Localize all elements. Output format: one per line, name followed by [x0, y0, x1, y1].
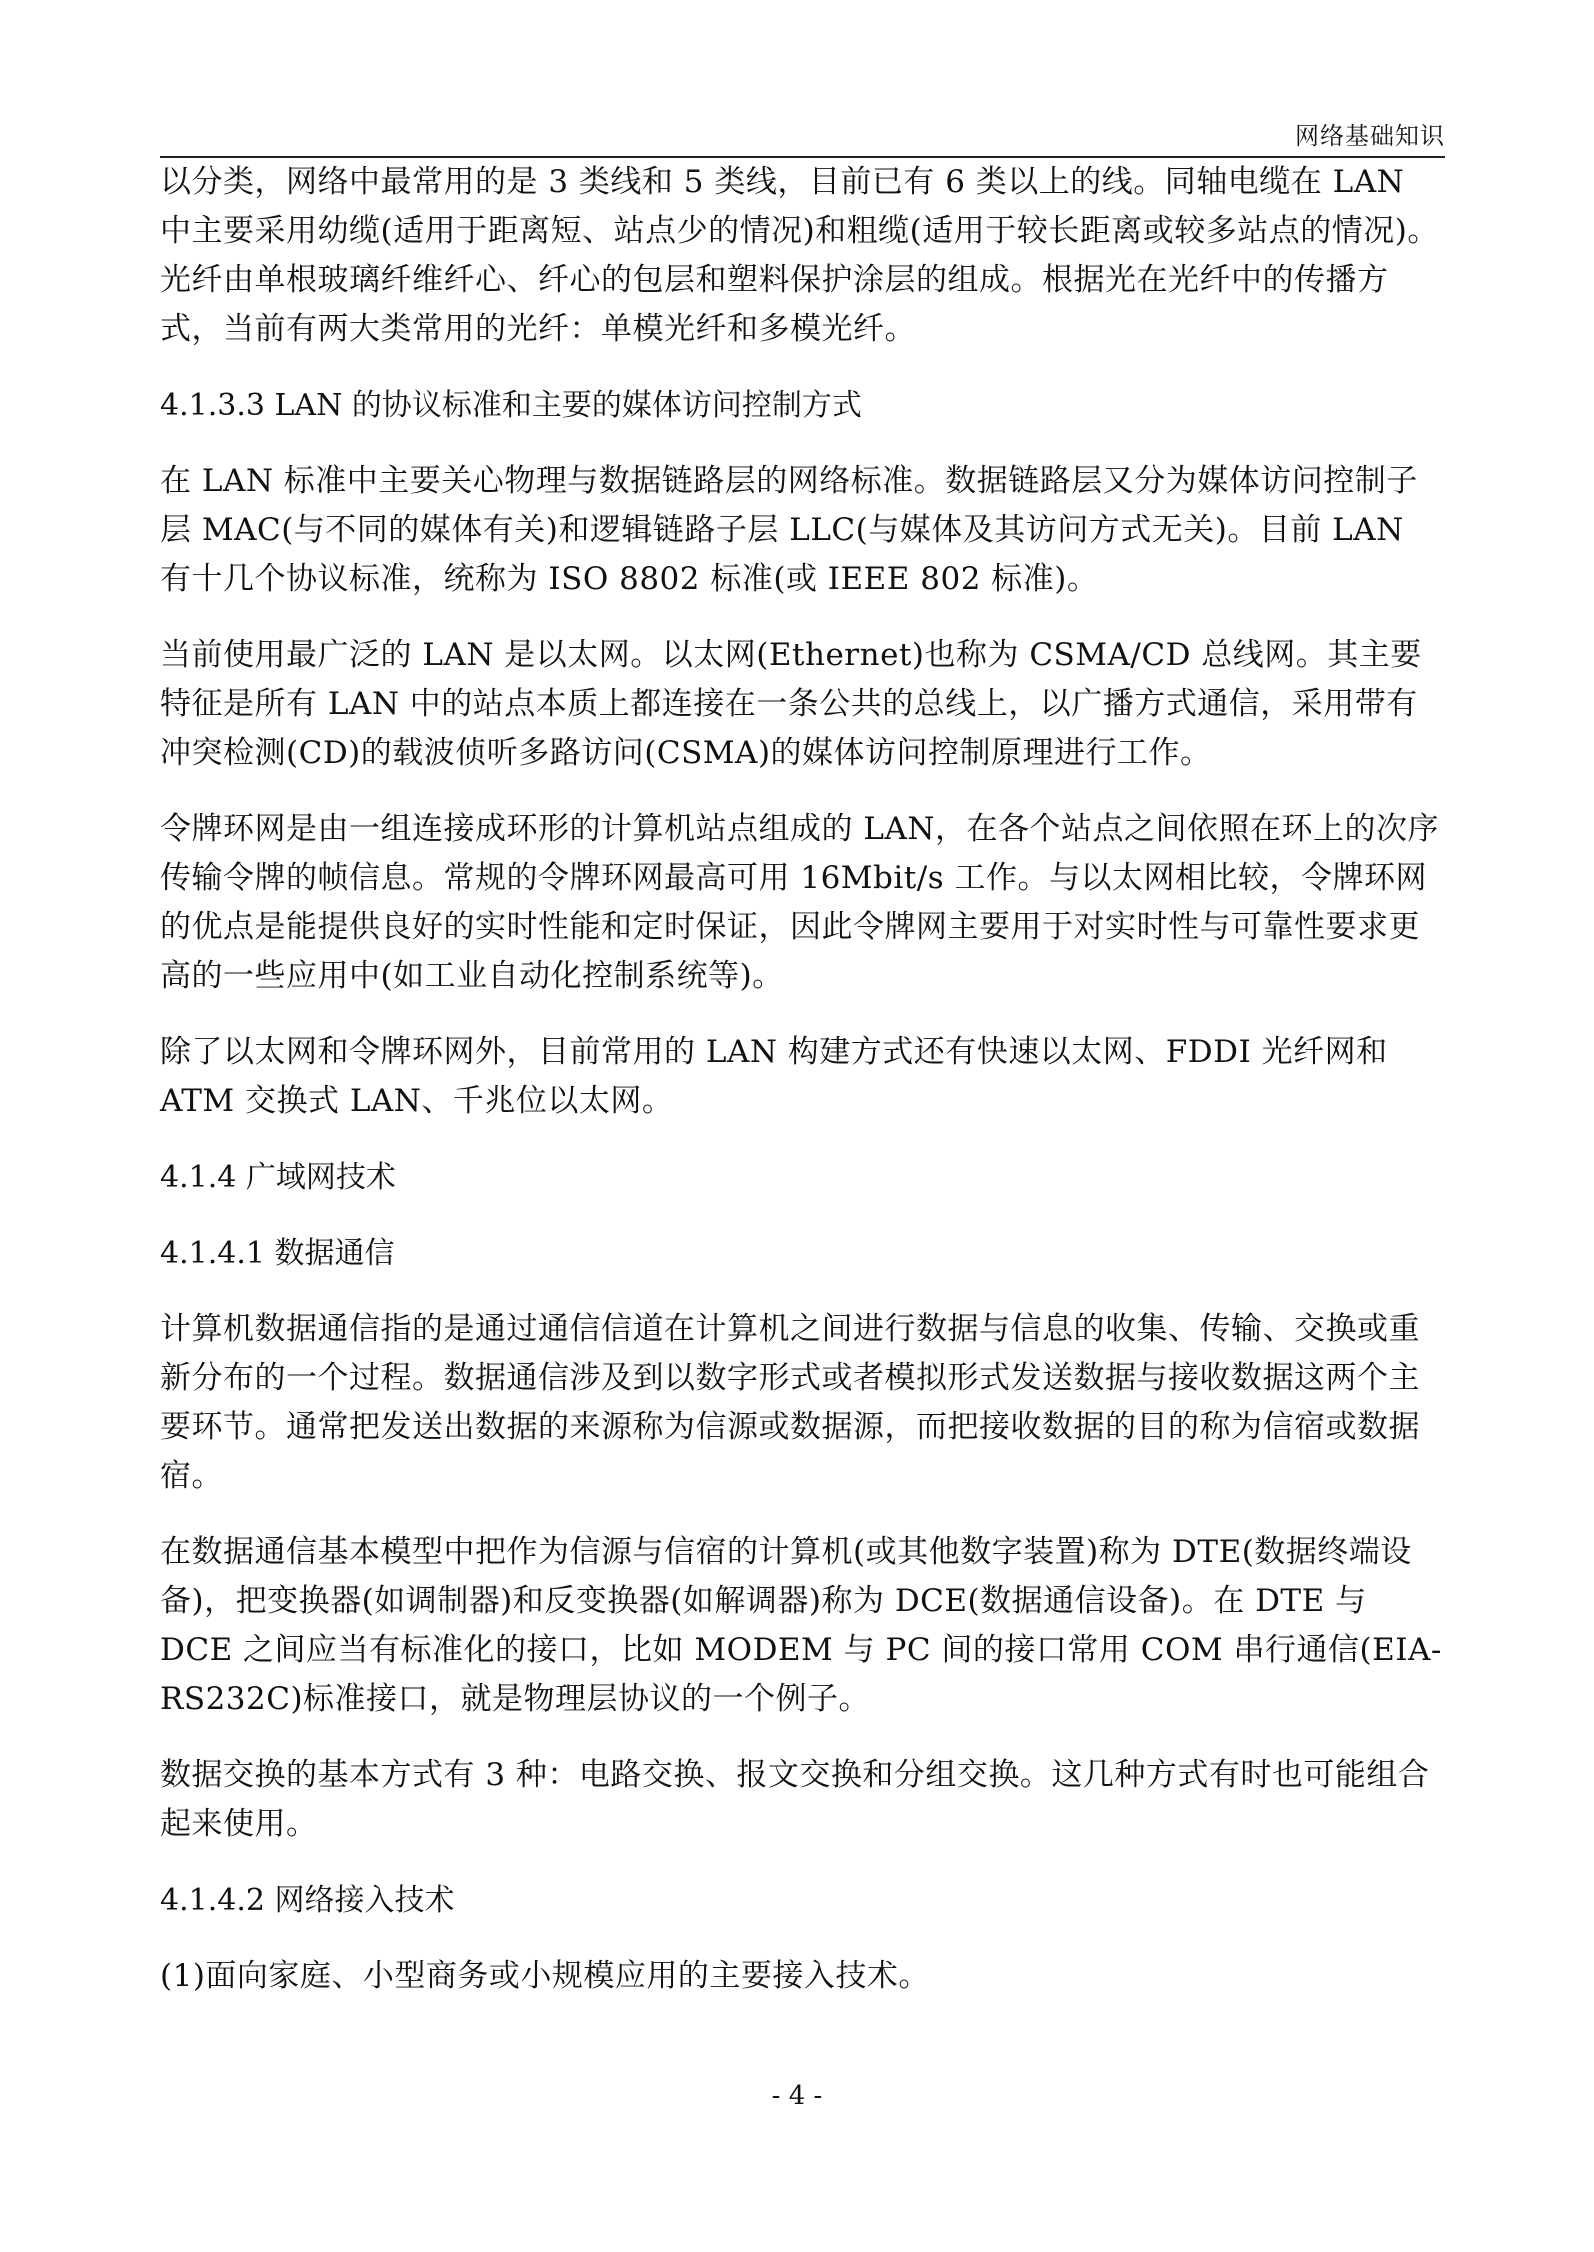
section-heading: 4.1.4 广域网技术 — [160, 1160, 396, 1195]
paragraph: 令牌环网是由一组连接成环形的计算机站点组成的 LAN，在各个站点之间依照在环上的次序传输令牌的帧信息。常规的令牌环网最高可用 16Mbit/s 工作。与以太网相比较，令牌环网的优点是能提供良好的实时性能和定时保证，因此令牌网主要用于对实时性与可靠性要求更高的一些应用中(如工业自动化控制系统等)。 — [160, 811, 1439, 994]
document-body — [160, 158, 1445, 2028]
page-header — [160, 112, 1445, 158]
paragraph: 当前使用最广泛的 LAN 是以太网。以太网(Ethernet)也称为 CSMA/CD 总线网。其主要特征是所有 LAN 中的站点本质上都连接在一条公共的总线上，以广播方式通信，采用带有冲突检测(CD)的载波侦听多路访问(CSMA)的媒体访问控制原理进行工作。 — [160, 637, 1422, 771]
section-heading: 4.1.4.1 数据通信 — [160, 1236, 395, 1271]
paragraph: 以分类，网络中最常用的是 3 类线和 5 类线，目前已有 6 类以上的线。同轴电缆在 LAN 中主要采用幼缆(适用于距离短、站点少的情况)和粗缆(适用于较长距离或较多站点的情况)。光纤由单根玻璃纤维纤心、纤心的包层和塑料保护涂层的组成。根据光在光纤中的传播方式，当前有两大类常用的光纤：单模光纤和多模光纤。 — [160, 164, 1439, 347]
section-heading: 4.1.3.3 LAN 的协议标准和主要的媒体访问控制方式 — [160, 388, 862, 423]
paragraph: 除了以太网和令牌环网外，目前常用的 LAN 构建方式还有快速以太网、FDDI 光纤网和 ATM 交换式 LAN、千兆位以太网。 — [160, 1034, 1398, 1119]
paragraph: 在 LAN 标准中主要关心物理与数据链路层的网络标准。数据链路层又分为媒体访问控制子层 MAC(与不同的媒体有关)和逻辑链路子层 LLC(与媒体及其访问方式无关)。目前 LAN 有十几个协议标准，统称为 ISO 8802 标准(或 IEEE 802 标准)。 — [160, 463, 1418, 597]
paragraph: (1)面向家庭、小型商务或小规模应用的主要接入技术。 — [160, 1958, 930, 1994]
header-title: 网络基础知识 — [1295, 122, 1445, 150]
section-heading: 4.1.4.2 网络接入技术 — [160, 1883, 455, 1918]
page-number: - 4 - — [771, 2081, 823, 2111]
paragraph: 数据交换的基本方式有 3 种：电路交换、报文交换和分组交换。这几种方式有时也可能组合起来使用。 — [160, 1757, 1430, 1842]
paragraph: 计算机数据通信指的是通过通信信道在计算机之间进行数据与信息的收集、传输、交换或重新分布的一个过程。数据通信涉及到以数字形式或者模拟形式发送数据与接收数据这两个主要环节。通常把发送出数据的来源称为信源或数据源，而把接收数据的目的称为信宿或数据宿。 — [160, 1311, 1420, 1494]
paragraph: 在数据通信基本模型中把作为信源与信宿的计算机(或其他数字装置)称为 DTE(数据终端设备)，把变换器(如调制器)和反变换器(如解调器)称为 DCE(数据通信设备)。在 DTE 与 DCE 之间应当有标准化的接口，比如 MODEM 与 PC 间的接口常用 COM 串行通信(EIA-RS232C)标准接口，就是物理层协议的一个例子。 — [160, 1534, 1442, 1717]
